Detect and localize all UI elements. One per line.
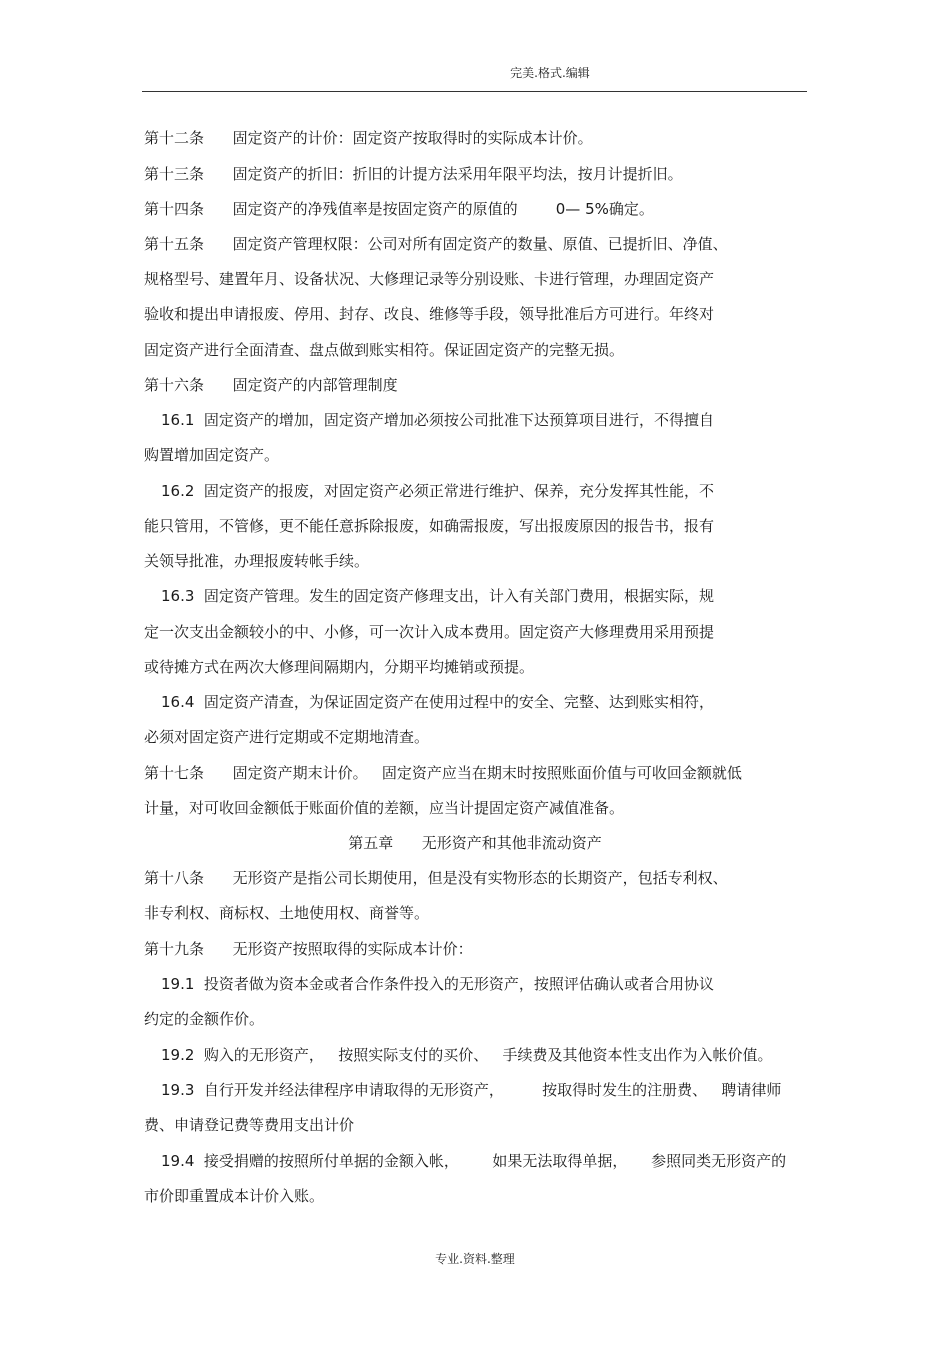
clause-19-3-line-2: 费、申请登记费等费用支出计价 [144,1116,355,1134]
clause-16-3-line-2: 定一次支出金额较小的中、小修，可一次计入成本费用。固定资产大修理费用采用预提 [144,623,715,641]
article-17-line-1: 第十七条 固定资产期末计价。 固定资产应当在期末时按照账面价值与可收回金额就低 [144,764,742,782]
clause-19-1-line-1: 19.1 投资者做为资本金或者合作条件投入的无形资产，按照评估确认或者合用协议 [161,975,714,993]
article-12: 第十二条 固定资产的计价：固定资产按取得时的实际成本计价。 [144,129,593,147]
clause-16-2-line-1: 16.2 固定资产的报废，对固定资产必须正常进行维护、保养，充分发挥其性能，不 [161,482,714,500]
clause-16-3-line-1: 16.3 固定资产管理。发生的固定资产修理支出，计入有关部门费用，根据实际，规 [161,587,714,605]
article-15-line-4: 固定资产进行全面清查、盘点做到账实相符。保证固定资产的完整无损。 [144,341,625,359]
clause-16-4-line-1: 16.4 固定资产清查，为保证固定资产在使用过程中的安全、完整、达到账实相符， [161,693,714,711]
clause-19-2: 19.2 购入的无形资产， 按照实际支付的买价、 手续费及其他资本性支出作为入帐价值。 [161,1046,773,1064]
article-13: 第十三条 固定资产的折旧：折旧的计提方法采用年限平均法，按月计提折旧。 [144,165,683,183]
article-15-line-2: 规格型号、建置年月、设备状况、大修理记录等分别设账、卡进行管理，办理固定资产 [144,270,715,288]
article-19: 第十九条 无形资产按照取得的实际成本计价： [144,940,473,958]
clause-16-4-line-2: 必须对固定资产进行定期或不定期地清查。 [144,728,430,746]
clause-19-3-line-1: 19.3 自行开发并经法律程序申请取得的无形资产， 按取得时发生的注册费、 聘请律师 [161,1081,782,1099]
chapter-5-heading: 第五章 无形资产和其他非流动资产 [348,834,602,852]
clause-19-4-line-2: 市价即重置成本计价入账。 [144,1187,325,1205]
clause-16-1-line-1: 16.1 固定资产的增加，固定资产增加必须按公司批准下达预算项目进行，不得擅自 [161,411,714,429]
article-16: 第十六条 固定资产的内部管理制度 [144,376,398,394]
article-15-line-3: 验收和提出申请报废、停用、封存、改良、维修等手段，领导批准后方可进行。年终对 [144,305,715,323]
page-footer: 专业.资料.整理 [435,1252,515,1266]
header-divider [142,91,807,92]
article-18-line-2: 非专利权、商标权、土地使用权、商誉等。 [144,904,430,922]
clause-16-1-line-2: 购置增加固定资产。 [144,446,280,464]
article-15-line-1: 第十五条 固定资产管理权限：公司对所有固定资产的数量、原值、已提折旧、净值、 [144,235,728,253]
clause-19-4-line-1: 19.4 接受捐赠的按照所付单据的金额入帐， 如果无法取得单据， 参照同类无形资产的 [161,1152,787,1170]
article-18-line-1: 第十八条 无形资产是指公司长期使用，但是没有实物形态的长期资产，包括专利权、 [144,869,728,887]
clause-16-2-line-3: 关领导批准，办理报废转帐手续。 [144,552,370,570]
clause-16-3-line-3: 或待摊方式在两次大修理间隔期内，分期平均摊销或预提。 [144,658,535,676]
page-header: 完美.格式.编辑 [510,66,590,80]
article-14: 第十四条 固定资产的净残值率是按固定资产的原值的 0— 5%确定。 [144,200,654,218]
clause-16-2-line-2: 能只管用，不管修，更不能任意拆除报废，如确需报废，写出报废原因的报告书，报有 [144,517,715,535]
clause-19-1-line-2: 约定的金额作价。 [144,1010,265,1028]
article-17-line-2: 计量，对可收回金额低于账面价值的差额，应当计提固定资产减值准备。 [144,799,625,817]
